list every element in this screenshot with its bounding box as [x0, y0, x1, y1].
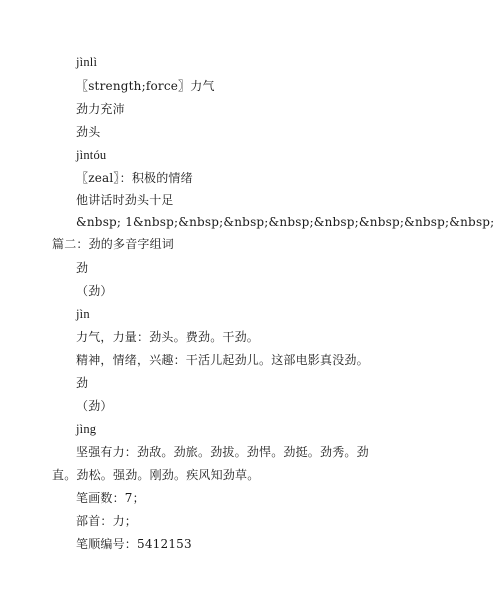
meaning-strong-1: 坚强有力：劲敌。劲旅。劲拔。劲悍。劲挺。劲秀。劲: [76, 445, 369, 459]
meaning-strong-2: 直。劲松。强劲。刚劲。疾风知劲草。: [52, 468, 260, 482]
pinyin-jing: jìng: [76, 422, 97, 436]
meaning-strength: 力气，力量：劲头。费劲。干劲。: [76, 330, 260, 344]
stroke-order-code: 笔顺编号：5412153: [76, 537, 192, 551]
example-jinli-chongpei: 劲力充沛: [76, 102, 125, 116]
pinyin-jinli: jìnlì: [76, 55, 98, 69]
character-jin-2: 劲: [76, 376, 89, 390]
definition-zeal: 〖zeal〗：积极的情绪: [76, 171, 193, 185]
nbsp-artifact-line: &nbsp; 1&nbsp;&nbsp;&nbsp;&nbsp;&nbsp;&nbsp;&nbsp;&nbsp;: [76, 215, 494, 229]
pinyin-jintou: jìntóu: [76, 148, 107, 162]
definition-strength-force: 〖strength;force〗力气: [76, 79, 215, 93]
radical: 部首：力；: [76, 514, 138, 528]
pinyin-jin: jìn: [76, 307, 90, 321]
traditional-form-2: （劲）: [76, 399, 113, 413]
meaning-spirit: 精神，情绪，兴趣：干活儿起劲儿。这部电影真没劲。: [76, 353, 369, 367]
character-jin-1: 劲: [76, 261, 89, 275]
traditional-form-1: （劲）: [76, 284, 113, 298]
section-heading: 篇二：劲的多音字组词: [52, 237, 175, 251]
stroke-count: 笔画数：7；: [76, 491, 145, 505]
example-jintou: 他讲话时劲头十足: [76, 193, 174, 207]
word-jintou: 劲头: [76, 125, 101, 139]
